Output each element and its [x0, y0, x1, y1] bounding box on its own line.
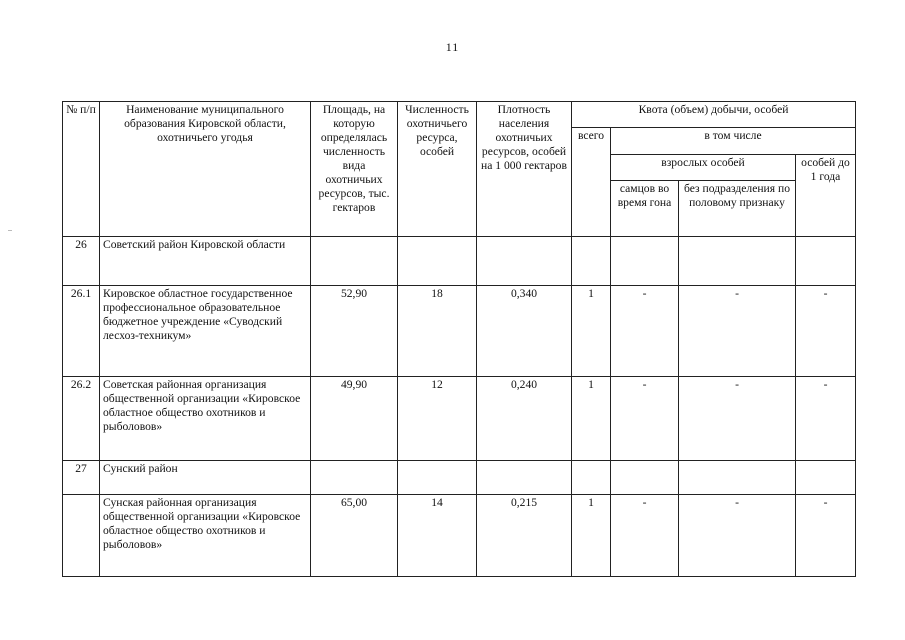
table-row [63, 237, 856, 286]
table-row [63, 286, 856, 377]
header-including: в том числе [611, 128, 856, 155]
cell-name: Сунский район [100, 461, 311, 495]
header-population: Численность охотничьего ресурса, особей [398, 102, 477, 237]
header-no-sex: без подразделения по половому признаку [679, 181, 796, 237]
page-number: 11 [445, 40, 460, 54]
cell-young: - [796, 286, 856, 377]
cell-density [477, 237, 572, 286]
cell-no-sex: - [679, 495, 796, 577]
cell-population [398, 461, 477, 495]
header-adults: взрослых особей [611, 155, 796, 181]
header-quota: Квота (объем) добычи, особей [572, 102, 856, 128]
cell-name: Сунская районная организация общественной организации «Кировское областное общество охотников и рыболовов» [100, 495, 311, 577]
cell-young: - [796, 495, 856, 577]
cell-num: 26.1 [63, 286, 100, 377]
cell-num: 26 [63, 237, 100, 286]
cell-name: Советская районная организация общественной организации «Кировское областное общество охотников и рыболовов» [100, 377, 311, 461]
header-males-rut: самцов во время гона [611, 181, 679, 237]
scan-mark [8, 230, 12, 231]
cell-population [398, 237, 477, 286]
cell-name: Советский район Кировской области [100, 237, 311, 286]
table-row [63, 377, 856, 461]
table-row [63, 495, 856, 577]
cell-area [311, 237, 398, 286]
cell-density: 0,340 [477, 286, 572, 377]
header-area: Площадь, на которую определялась численность вида охотничьих ресурсов, тыс. гектаров [311, 102, 398, 237]
cell-num [63, 495, 100, 577]
cell-males-rut: - [611, 377, 679, 461]
header-num: № п/п [63, 102, 100, 237]
cell-name: Кировское областное государственное профессиональное образовательное бюджетное учреждение «Суводский лесхоз-техникум» [100, 286, 311, 377]
cell-no-sex [679, 237, 796, 286]
cell-population: 12 [398, 377, 477, 461]
cell-total: 1 [572, 377, 611, 461]
cell-density: 0,240 [477, 377, 572, 461]
cell-total: 1 [572, 286, 611, 377]
cell-males-rut: - [611, 495, 679, 577]
header-name: Наименование муниципального образования Кировской области, охотничьего угодья [100, 102, 311, 237]
cell-area: 49,90 [311, 377, 398, 461]
cell-area [311, 461, 398, 495]
cell-num: 26.2 [63, 377, 100, 461]
cell-no-sex: - [679, 377, 796, 461]
cell-males-rut: - [611, 286, 679, 377]
header-total: всего [572, 128, 611, 237]
cell-males-rut [611, 237, 679, 286]
cell-total [572, 461, 611, 495]
header-density: Плотность населения охотничьих ресурсов, особей на 1 000 гектаров [477, 102, 572, 237]
cell-young: - [796, 377, 856, 461]
cell-density: 0,215 [477, 495, 572, 577]
cell-no-sex: - [679, 286, 796, 377]
cell-population: 18 [398, 286, 477, 377]
cell-young [796, 461, 856, 495]
cell-total [572, 237, 611, 286]
cell-area: 52,90 [311, 286, 398, 377]
table-row [63, 461, 856, 495]
cell-num: 27 [63, 461, 100, 495]
cell-density [477, 461, 572, 495]
cell-population: 14 [398, 495, 477, 577]
cell-total: 1 [572, 495, 611, 577]
cell-males-rut [611, 461, 679, 495]
header-young: особей до 1 года [796, 155, 856, 237]
cell-area: 65,00 [311, 495, 398, 577]
cell-young [796, 237, 856, 286]
cell-no-sex [679, 461, 796, 495]
quota-table [62, 101, 856, 577]
